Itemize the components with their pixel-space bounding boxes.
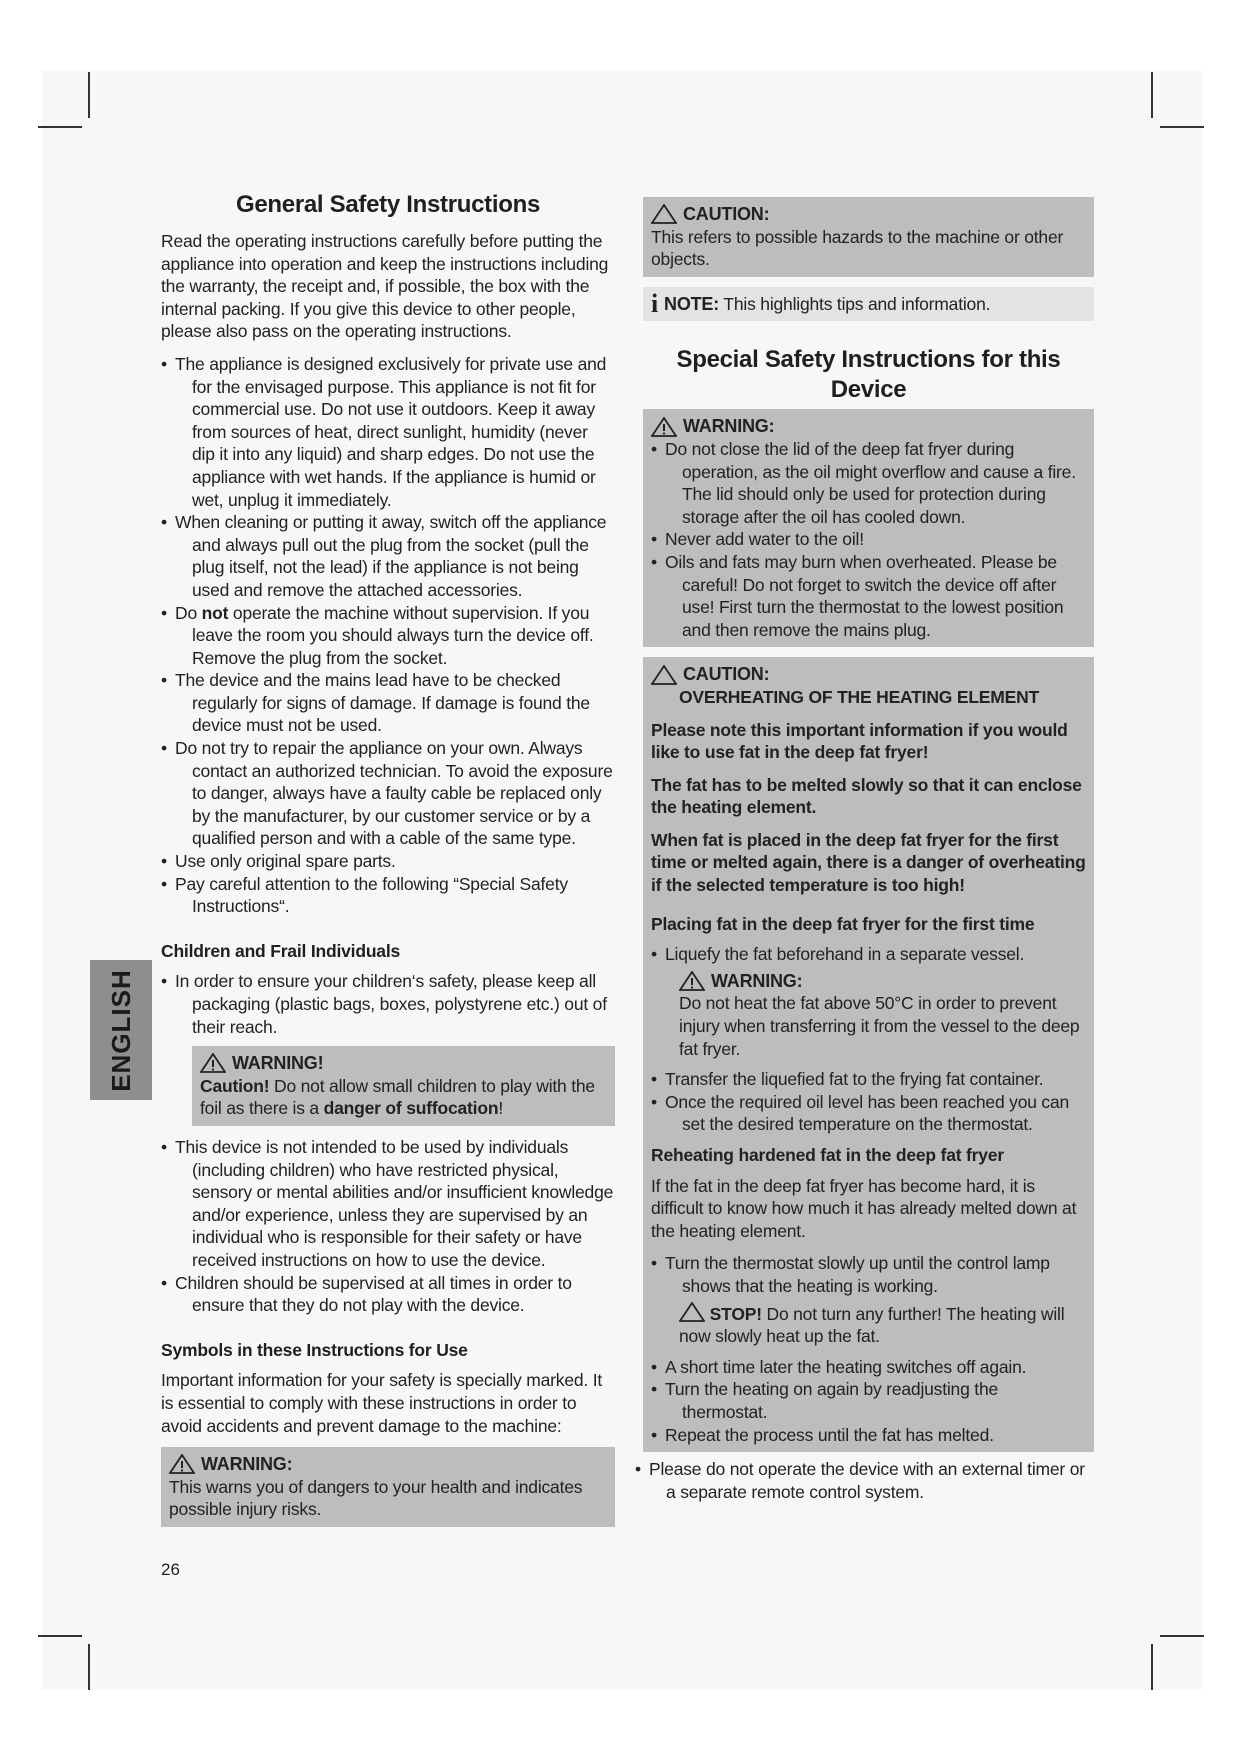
reheat-list-2 (651, 1356, 1086, 1446)
list-item: • Turn the heating on again by readjusting the thermostat. (651, 1378, 1086, 1423)
symbols-warning-header (169, 1453, 607, 1476)
symbols-warning-label: WARNING: (201, 1454, 293, 1475)
warning-triangle-icon (200, 1053, 226, 1073)
special-warning-header (651, 415, 1086, 438)
general-bullet-list (161, 353, 615, 918)
crop-mark (1151, 72, 1153, 118)
list-item (161, 602, 615, 670)
warning-triangle-icon (169, 1454, 195, 1474)
list-item: • Repeat the process until the fat has melted. (651, 1424, 1086, 1447)
list-item: • A short time later the heating switches off again. (651, 1356, 1086, 1379)
note-text: This highlights tips and information. (719, 293, 991, 314)
page-number: 26 (161, 1560, 180, 1579)
reheat-heading: Reheating hardened fat in the deep fat fryer (651, 1145, 1004, 1165)
caution-legend-box (643, 197, 1094, 277)
list-item: • In order to ensure your children‘s safety, please keep all packaging (plastic bags, boxes, polystyrene etc.) out of their reach. (161, 970, 615, 1038)
inner-warning-header (679, 970, 1086, 993)
list-item: • Use only original spare parts. (161, 850, 615, 873)
first-time-list-2 (651, 1068, 1086, 1136)
overheat-para-2: The fat has to be melted slowly so that it can enclose the heating element. (651, 774, 1082, 818)
right-column (643, 197, 1094, 1509)
list-item: • Children should be supervised at all times in order to ensure that they do not play with the device. (161, 1272, 615, 1317)
warning-text-part1: Do not allow small children to play with the foil as there is a (200, 1075, 595, 1119)
symbols-warning-text: This warns you of dangers to your health and indicates possible injury risks. (169, 1476, 583, 1520)
list-item: • Transfer the liquefied fat to the frying fat container. (651, 1068, 1086, 1091)
stop-label: STOP! (709, 1303, 762, 1324)
list-item: • When cleaning or putting it away, switch off the appliance and always pull out the plug from the socket (pull the plug itself, not the lead) if the appliance is not being used and remove the attached accessories. (161, 511, 615, 601)
list-item: • The device and the mains lead have to be checked regularly for signs of damage. If damage is found the device must not be used. (161, 669, 615, 737)
intro-paragraph: Read the operating instructions carefully before putting the appliance into operation and keep the instructions including the warranty, the receipt and, if possible, the box with the internal packing. If you give this device to other people, please also pass on the operating instructions. (161, 231, 609, 342)
children-warning-text (200, 1075, 607, 1120)
special-warning-box (643, 409, 1094, 647)
warning-triangle-icon (651, 417, 677, 437)
special-warning-label: WARNING: (683, 416, 775, 437)
reheat-paragraph: If the fat in the deep fat fryer has become hard, it is difficult to know how much it has already melted down at the heating element. (651, 1175, 1077, 1241)
caution-legend-header (651, 203, 1086, 226)
note-legend-box (643, 287, 1094, 322)
overheat-caution-label: CAUTION: (683, 664, 770, 685)
list-item: • The appliance is designed exclusively for private use and for the envisaged purpose. This appliance is not fit for commercial use. Do not use it outdoors. Keep it away from sources of heat, direct sunlight, humidity (never dip it into any liquid) and sharp edges. Do not use the appliance with wet hands. If the appliance is humid or wet, unplug it immediately. (161, 353, 615, 511)
symbols-heading: Symbols in these Instructions for Use (161, 1339, 468, 1360)
crop-mark (88, 72, 90, 118)
note-label: NOTE: (664, 293, 720, 314)
general-safety-title: General Safety Instructions (236, 191, 540, 218)
caution-legend-text: This refers to possible hazards to the machine or other objects. (651, 226, 1064, 270)
language-tab (90, 960, 152, 1100)
symbols-paragraph: Important information for your safety is specially marked. It is essential to comply with these instructions in order to avoid accidents and prevent damage to the machine: (161, 1370, 603, 1436)
bullet-bold-not: not (201, 602, 229, 623)
children-warning-header (200, 1052, 607, 1075)
children-bullet-list (161, 970, 615, 1038)
first-time-list (651, 943, 1086, 966)
list-item: • Never add water to the oil! (651, 528, 1086, 551)
warning-triangle-icon (679, 971, 705, 991)
crop-mark (1160, 1635, 1204, 1637)
warning-text-part2: ! (498, 1098, 503, 1119)
overheat-sublabel: OVERHEATING OF THE HEATING ELEMENT (679, 686, 1040, 707)
info-icon: i (651, 288, 659, 318)
bullet-prefix: Do (175, 602, 202, 623)
list-item: • This device is not intended to be used by individuals (including children) who have restricted physical, sensory or mental abilities and/or insufficient knowledge and/or experience, unless they are supervised by an individual who is responsible for their safety or have received instructions on how to use the device. (161, 1136, 615, 1272)
overheat-para-3: When fat is placed in the deep fat fryer for the first time or melted again, there is a danger of overheating if the selected temperature is too high! (651, 829, 1086, 896)
list-item: • Pay careful attention to the following “Special Safety Instructions“. (161, 873, 615, 918)
list-item: • Please do not operate the device with an external timer or a separate remote control system. (635, 1458, 1094, 1503)
special-safety-title: Special Safety Instructions for this Device (676, 346, 1061, 404)
danger-bold: danger of suffocation (323, 1098, 499, 1119)
crop-mark (1151, 1644, 1153, 1690)
children-bullet-list-2 (161, 1136, 615, 1317)
caution-triangle-icon (679, 1302, 705, 1322)
caution-triangle-icon (651, 204, 677, 224)
overheat-caution-header (651, 663, 1086, 686)
bullet-rest: operate the machine without supervision. If you leave the room you should always turn the device off. Remove the plug from the socket. (192, 602, 594, 668)
overheat-caution-box (643, 657, 1094, 1452)
children-warning-label: WARNING! (232, 1053, 324, 1074)
stop-note (651, 1302, 1086, 1348)
inner-warning (651, 970, 1086, 1060)
crop-mark (38, 1635, 82, 1637)
symbols-warning-box (161, 1447, 615, 1527)
left-column (161, 190, 615, 1537)
caution-triangle-icon (651, 665, 677, 685)
special-warning-list (651, 438, 1086, 641)
stop-text: Do not turn any further! The heating will now slowly heat up the fat. (679, 1303, 1065, 1347)
crop-mark (88, 1644, 90, 1690)
list-item: • Oils and fats may burn when overheated. Please be careful! Do not forget to switch the device off after use! First turn the thermostat to the lowest position and then remove the mains plug. (651, 551, 1086, 641)
list-item: • Do not close the lid of the deep fat fryer during operation, as the oil might overflow and cause a fire. The lid should only be used for protection during storage after the oil has cooled down. (651, 438, 1086, 528)
crop-mark (38, 126, 82, 128)
list-item: • Do not try to repair the appliance on your own. Always contact an authorized technician. To avoid the exposure to danger, always have a faulty cable be replaced only by the manufacturer, by our customer service or by a qualified person and with a cable of the same type. (161, 737, 615, 850)
first-time-heading: Placing fat in the deep fat fryer for the first time (651, 913, 1035, 934)
list-item: • Liquefy the fat beforehand in a separate vessel. (651, 943, 1086, 966)
reheat-list (651, 1252, 1086, 1297)
crop-mark (1160, 126, 1204, 128)
children-heading: Children and Frail Individuals (161, 940, 401, 961)
caution-legend-label: CAUTION: (683, 204, 770, 224)
overheat-para-1: Please note this important information if you would like to use fat in the deep fat fryer! (651, 719, 1068, 763)
children-warning-box (192, 1046, 615, 1126)
final-list (635, 1458, 1094, 1503)
list-item: • Turn the thermostat slowly up until the control lamp shows that the heating is working. (651, 1252, 1086, 1297)
caution-bold: Caution! (200, 1075, 270, 1096)
inner-warning-label: WARNING: (711, 970, 803, 991)
language-tab-label: ENGLISH (105, 968, 136, 1092)
inner-warning-text: Do not heat the fat above 50°C in order to prevent injury when transferring it from the vessel to the deep fat fryer. (679, 993, 1080, 1059)
list-item: • Once the required oil level has been reached you can set the desired temperature on the thermostat. (651, 1091, 1086, 1136)
